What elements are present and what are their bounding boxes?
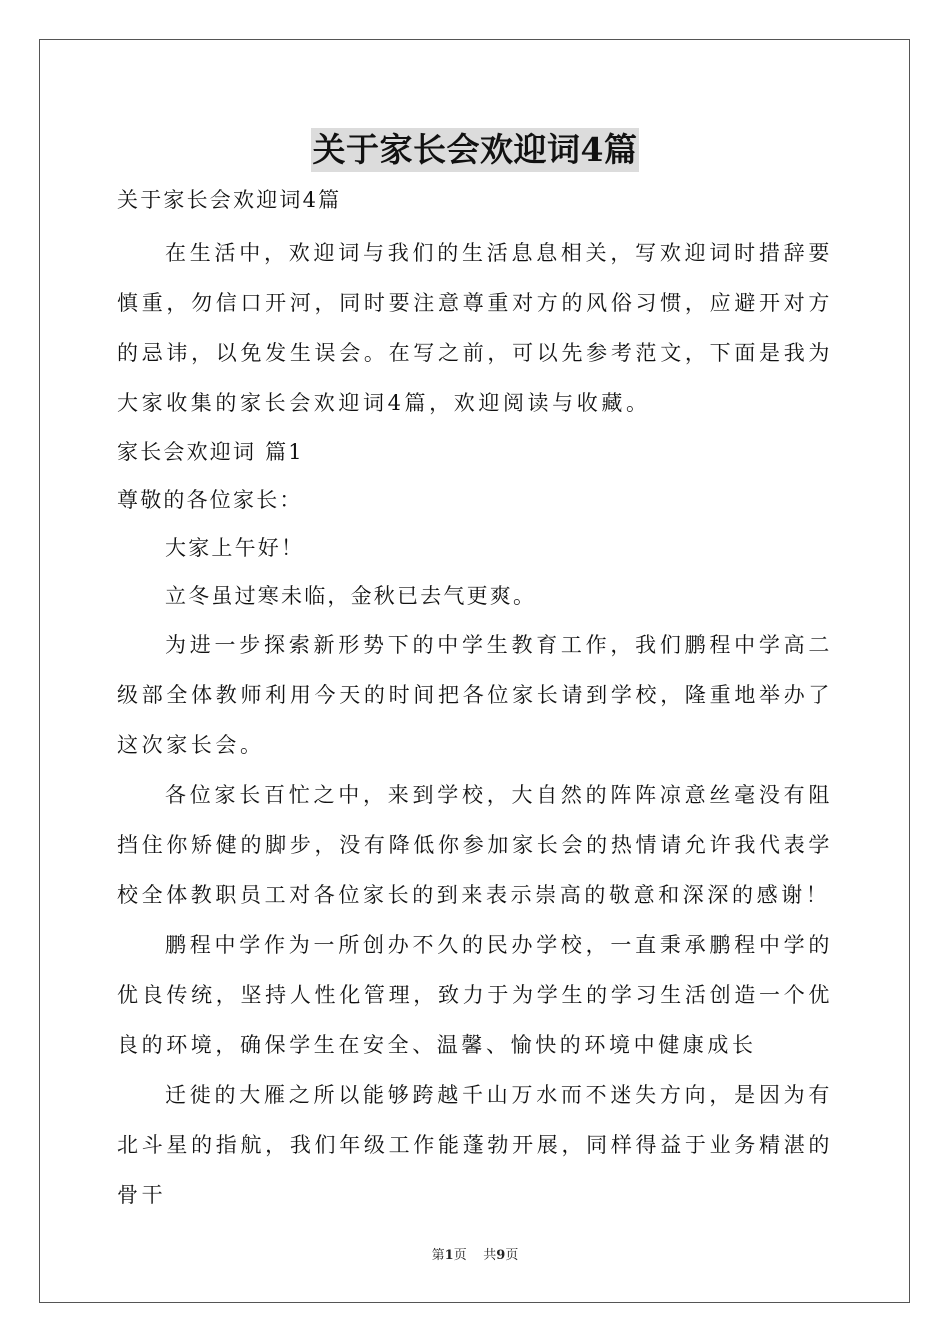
document-body bbox=[117, 178, 833, 1220]
document-subtitle: 关于家长会欢迎词4篇 bbox=[117, 188, 342, 212]
page-footer bbox=[0, 1244, 950, 1263]
paragraph-1: 立冬虽过寒未临，金秋已去气更爽。 bbox=[165, 584, 537, 608]
page-suffix: 页 bbox=[453, 1248, 467, 1263]
page-current: 1 bbox=[444, 1248, 454, 1263]
greeting: 大家上午好！ bbox=[165, 536, 305, 560]
page-prefix: 第 bbox=[431, 1248, 445, 1263]
page-total: 9 bbox=[496, 1248, 506, 1263]
document-title: 关于家长会欢迎词4篇 bbox=[311, 128, 640, 172]
total-prefix: 共 bbox=[483, 1248, 497, 1263]
section-heading: 家长会欢迎词 篇1 bbox=[117, 440, 304, 464]
paragraph-5: 迁徙的大雁之所以能够跨越千山万水而不迷失方向，是因为有北斗星的指航，我们年级工作能蓬勃开展，同样得益于业务精湛的骨干 bbox=[117, 1083, 833, 1207]
salutation: 尊敬的各位家长： bbox=[117, 488, 303, 512]
paragraph-3: 各位家长百忙之中，来到学校，大自然的阵阵凉意丝毫没有阻挡住你矫健的脚步，没有降低你参加家长会的热情请允许我代表学校全体教职员工对各位家长的到来表示崇高的敬意和深深的感谢！ bbox=[117, 783, 833, 907]
title-area bbox=[0, 128, 950, 172]
paragraph-2: 为进一步探索新形势下的中学生教育工作，我们鹏程中学高二级部全体教师利用今天的时间把各位家长请到学校，隆重地举办了这次家长会。 bbox=[117, 633, 833, 757]
total-suffix: 页 bbox=[505, 1248, 519, 1263]
paragraph-4: 鹏程中学作为一所创办不久的民办学校，一直秉承鹏程中学的优良传统，坚持人性化管理，致力于为学生的学习生活创造一个优良的环境，确保学生在安全、温馨、愉快的环境中健康成长 bbox=[117, 933, 833, 1057]
intro-paragraph: 在生活中，欢迎词与我们的生活息息相关，写欢迎词时措辞要慎重，勿信口开河，同时要注意尊重对方的风俗习惯，应避开对方的忌讳，以免发生误会。在写之前，可以先参考范文，下面是我为大家收集的家长会欢迎词4篇，欢迎阅读与收藏。 bbox=[117, 241, 833, 415]
